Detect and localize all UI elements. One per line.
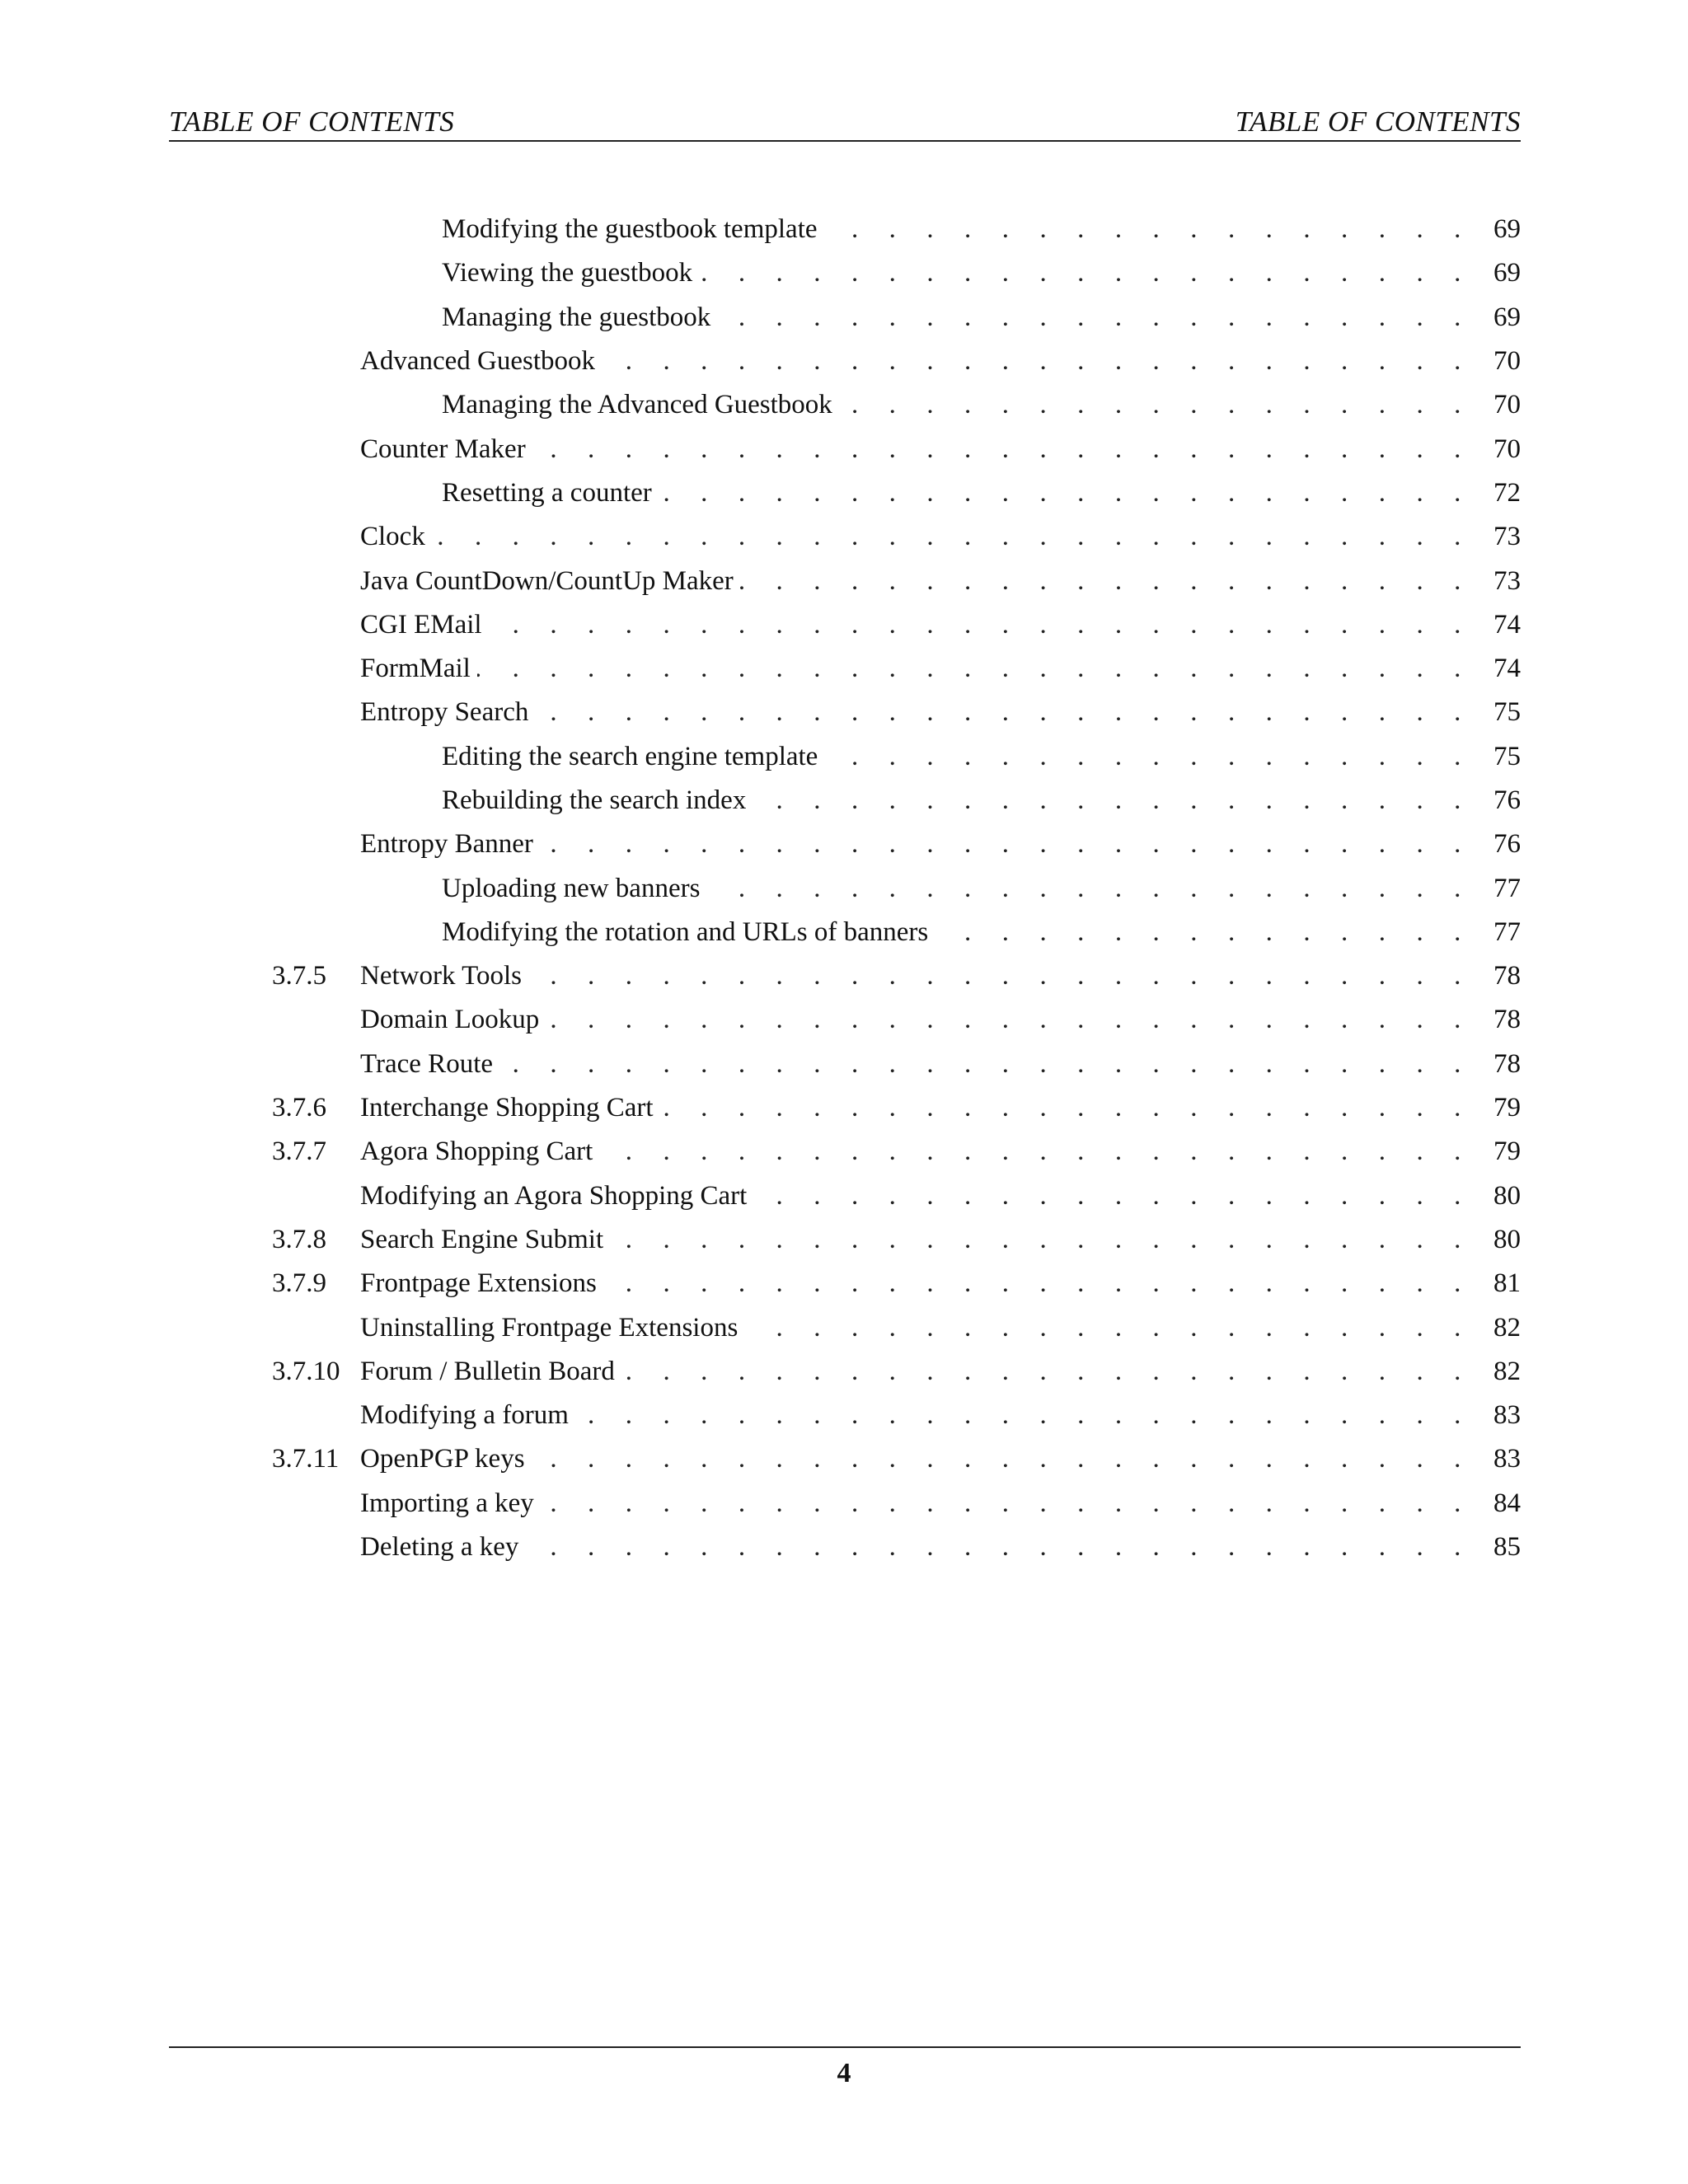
- toc-entry-title: Resetting a counter: [442, 477, 652, 508]
- toc-dot-leader: [525, 1532, 1483, 1563]
- toc-entry-page: 78: [1493, 1048, 1521, 1079]
- toc-entry-number: 3.7.11: [272, 1444, 340, 1474]
- toc-entry-page: 73: [1493, 522, 1521, 552]
- table-of-contents: [169, 208, 1521, 1569]
- toc-entry[interactable]: [169, 1262, 1521, 1305]
- toc-entry-page: 77: [1493, 873, 1521, 903]
- toc-entry[interactable]: [169, 823, 1521, 866]
- toc-entry-title: Frontpage Extensions: [360, 1268, 597, 1299]
- toc-entry-title: Rebuilding the search index: [442, 785, 747, 815]
- toc-dot-leader: [610, 1225, 1483, 1255]
- toc-entry[interactable]: [169, 383, 1521, 427]
- toc-entry-title: Java CountDown/CountUp Maker: [360, 565, 734, 596]
- toc-entry-page: 74: [1493, 609, 1521, 640]
- toc-entry-title: Clock: [360, 522, 425, 552]
- toc-entry-page: 78: [1493, 961, 1521, 991]
- toc-entry[interactable]: [169, 866, 1521, 910]
- toc-dot-leader: [432, 522, 1483, 552]
- toc-entry-page: 77: [1493, 916, 1521, 947]
- toc-dot-leader: [744, 1313, 1483, 1343]
- toc-entry-number: 3.7.6: [272, 1093, 326, 1123]
- toc-entry-page: 81: [1493, 1268, 1521, 1299]
- toc-entry-title: Editing the search engine template: [442, 741, 818, 771]
- toc-entry-title: Viewing the guestbook: [442, 258, 693, 288]
- toc-dot-leader: [535, 697, 1483, 728]
- toc-entry-title: Importing a key: [360, 1488, 534, 1518]
- toc-entry-page: 70: [1493, 434, 1521, 464]
- toc-dot-leader: [659, 478, 1483, 509]
- toc-entry[interactable]: [169, 471, 1521, 515]
- toc-entry-page: 76: [1493, 785, 1521, 815]
- toc-dot-leader: [660, 1093, 1483, 1123]
- toc-dot-leader: [528, 961, 1483, 991]
- toc-dot-leader: [602, 346, 1483, 377]
- toc-entry-title: Search Engine Submit: [360, 1224, 604, 1254]
- toc-entry-title: Modifying the rotation and URLs of banners: [442, 916, 929, 947]
- toc-entry-title: Advanced Guestbook: [360, 346, 596, 377]
- toc-entry-title: Network Tools: [360, 961, 522, 991]
- toc-entry-number: 3.7.9: [272, 1268, 326, 1299]
- toc-entry[interactable]: [169, 1394, 1521, 1437]
- toc-entry-number: 3.7.8: [272, 1224, 326, 1254]
- toc-entry[interactable]: [169, 208, 1521, 251]
- toc-dot-leader: [532, 1444, 1483, 1474]
- toc-dot-leader: [599, 1137, 1483, 1167]
- toc-entry[interactable]: [169, 647, 1521, 691]
- toc-entry[interactable]: [169, 1350, 1521, 1394]
- toc-entry-title: Uninstalling Frontpage Extensions: [360, 1312, 738, 1343]
- toc-entry[interactable]: [169, 779, 1521, 823]
- toc-entry-page: 69: [1493, 214, 1521, 245]
- toc-entry-page: 84: [1493, 1488, 1521, 1518]
- toc-entry-title: Interchange Shopping Cart: [360, 1093, 654, 1123]
- toc-dot-leader: [499, 1049, 1483, 1080]
- toc-entry[interactable]: [169, 1218, 1521, 1262]
- toc-dot-leader: [575, 1400, 1483, 1431]
- toc-entry[interactable]: [169, 427, 1521, 471]
- toc-entry-page: 80: [1493, 1224, 1521, 1254]
- toc-dot-leader: [603, 1268, 1483, 1299]
- toc-entry-page: 76: [1493, 829, 1521, 860]
- toc-entry[interactable]: [169, 998, 1521, 1042]
- toc-entry-title: Modifying the guestbook template: [442, 214, 818, 245]
- toc-entry[interactable]: [169, 735, 1521, 779]
- toc-entry-title: Counter Maker: [360, 434, 526, 464]
- toc-entry[interactable]: [169, 515, 1521, 559]
- toc-entry[interactable]: [169, 911, 1521, 954]
- toc-dot-leader: [706, 874, 1483, 904]
- toc-entry[interactable]: [169, 1437, 1521, 1481]
- toc-entry-number: 3.7.5: [272, 961, 326, 991]
- toc-entry-title: FormMail: [360, 654, 471, 684]
- toc-entry[interactable]: [169, 603, 1521, 647]
- toc-entry[interactable]: [169, 691, 1521, 734]
- toc-entry-page: 80: [1493, 1180, 1521, 1211]
- toc-entry[interactable]: [169, 1086, 1521, 1130]
- toc-entry-page: 79: [1493, 1093, 1521, 1123]
- toc-entry-title: Deleting a key: [360, 1532, 519, 1563]
- toc-dot-leader: [540, 829, 1483, 860]
- running-header-left: TABLE OF CONTENTS: [169, 105, 455, 138]
- toc-entry[interactable]: [169, 340, 1521, 383]
- running-header-right: TABLE OF CONTENTS: [1235, 105, 1521, 138]
- toc-entry-title: Agora Shopping Cart: [360, 1137, 593, 1167]
- toc-entry-title: Modifying a forum: [360, 1400, 569, 1431]
- toc-entry-page: 74: [1493, 654, 1521, 684]
- toc-entry[interactable]: [169, 1305, 1521, 1349]
- toc-dot-leader: [489, 610, 1483, 640]
- toc-entry-title: Entropy Search: [360, 697, 529, 728]
- toc-entry[interactable]: [169, 251, 1521, 295]
- toc-entry[interactable]: [169, 296, 1521, 340]
- toc-entry-page: 82: [1493, 1356, 1521, 1386]
- footer-rule: [169, 2046, 1521, 2048]
- toc-entry[interactable]: [169, 1482, 1521, 1526]
- toc-entry-title: Trace Route: [360, 1048, 494, 1079]
- toc-entry-page: 85: [1493, 1532, 1521, 1563]
- toc-entry-title: Domain Lookup: [360, 1005, 540, 1035]
- toc-dot-leader: [839, 390, 1483, 420]
- toc-entry-page: 75: [1493, 741, 1521, 771]
- toc-entry-title: Forum / Bulletin Board: [360, 1356, 615, 1386]
- toc-entry-title: Uploading new banners: [442, 873, 701, 903]
- toc-dot-leader: [717, 302, 1483, 333]
- toc-entry-page: 79: [1493, 1137, 1521, 1167]
- page-number: 4: [837, 2058, 851, 2088]
- toc-dot-leader: [546, 1005, 1483, 1035]
- toc-entry-title: CGI EMail: [360, 609, 482, 640]
- toc-entry-page: 69: [1493, 258, 1521, 288]
- toc-entry-title: Entropy Banner: [360, 829, 533, 860]
- toc-entry-page: 69: [1493, 302, 1521, 332]
- toc-dot-leader: [699, 258, 1483, 288]
- toc-dot-leader: [753, 1181, 1483, 1212]
- toc-dot-leader: [824, 214, 1483, 245]
- toc-entry-title: Managing the Advanced Guestbook: [442, 390, 832, 420]
- toc-entry[interactable]: [169, 559, 1521, 602]
- toc-entry[interactable]: [169, 954, 1521, 998]
- toc-entry[interactable]: [169, 1174, 1521, 1218]
- toc-entry[interactable]: [169, 1526, 1521, 1569]
- toc-entry-number: 3.7.10: [272, 1356, 340, 1386]
- toc-entry-page: 78: [1493, 1005, 1521, 1035]
- toc-entry-page: 73: [1493, 565, 1521, 596]
- toc-dot-leader: [532, 434, 1483, 465]
- toc-entry-page: 70: [1493, 390, 1521, 420]
- toc-entry-page: 82: [1493, 1312, 1521, 1343]
- toc-entry-title: Managing the guestbook: [442, 302, 711, 332]
- toc-entry-page: 72: [1493, 477, 1521, 508]
- toc-entry-page: 75: [1493, 697, 1521, 728]
- running-header: [169, 104, 1521, 142]
- toc-entry-title: OpenPGP keys: [360, 1444, 525, 1474]
- toc-dot-leader: [541, 1488, 1483, 1519]
- toc-entry-title: Modifying an Agora Shopping Cart: [360, 1180, 748, 1211]
- toc-dot-leader: [753, 785, 1483, 816]
- toc-dot-leader: [621, 1357, 1483, 1387]
- toc-entry-page: 70: [1493, 346, 1521, 377]
- toc-entry-number: 3.7.7: [272, 1137, 326, 1167]
- toc-dot-leader: [740, 566, 1483, 597]
- toc-entry[interactable]: [169, 1130, 1521, 1174]
- toc-dot-leader: [477, 654, 1483, 684]
- toc-entry[interactable]: [169, 1043, 1521, 1086]
- toc-dot-leader: [935, 917, 1483, 948]
- toc-dot-leader: [824, 742, 1483, 772]
- toc-entry-page: 83: [1493, 1444, 1521, 1474]
- toc-entry-page: 83: [1493, 1400, 1521, 1431]
